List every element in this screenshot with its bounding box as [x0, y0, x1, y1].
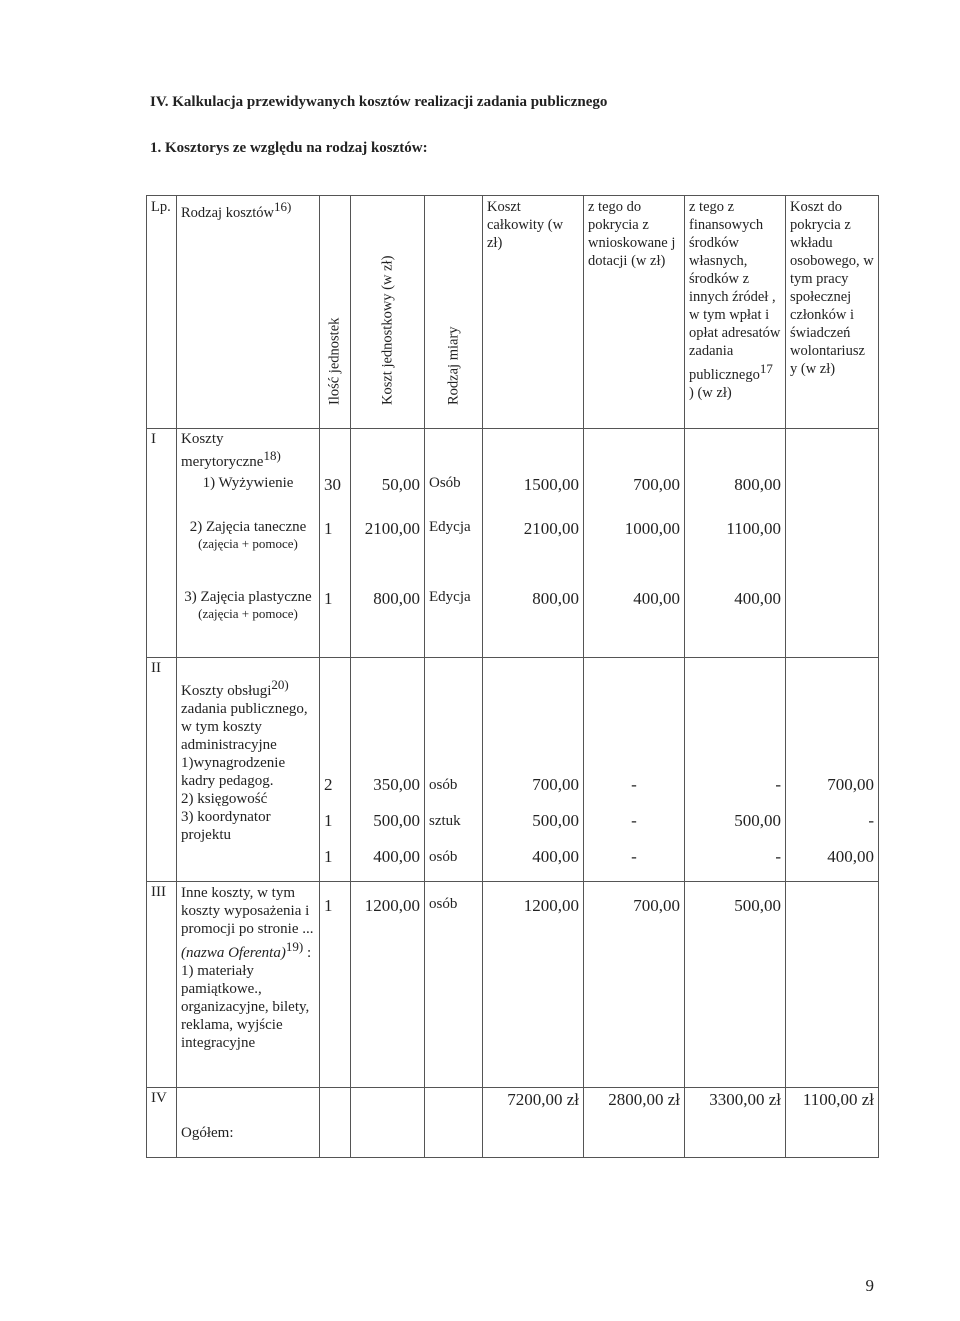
grant-sum: 2800,00 zł: [584, 1087, 685, 1157]
unit-cell: osób sztuk osób: [425, 657, 483, 881]
col-own: z tego z finansowych środków własnych, środków z innych źródeł , w tym wpłat i opłat adresatów zadania publicznego$^{17}$ ) (w zł): [685, 196, 786, 429]
unit-cost-cell: 1200,00: [351, 881, 425, 1087]
section-title: Koszty obsługi$^{20)}$ zadania publicznego, w tym koszty administracyjne 1)wynagrodzenie kadry pedagog. 2) księgowość 3) koordynator projektu: [177, 657, 320, 881]
total-cell: 2100,00: [483, 517, 584, 587]
personal-cell: [786, 517, 879, 587]
subsection-heading: 1. Kosztorys ze względu na rodzaj kosztów:: [150, 140, 428, 156]
total-cell: 1200,00: [483, 881, 584, 1087]
own-cell: - 500,00 -: [685, 657, 786, 881]
qty-cell: 30: [320, 473, 351, 517]
lp-cell: III: [147, 881, 177, 1087]
grant-cell: 400,00: [584, 587, 685, 657]
grant-cell: 1000,00: [584, 517, 685, 587]
total-cell: 800,00: [483, 587, 584, 657]
col-grant: z tego do pokrycia z wnioskowane j dotacji (w zł): [584, 196, 685, 429]
item-name: 3) Zajęcia plastyczne (zajęcia + pomoce): [177, 587, 320, 657]
table-row: [147, 587, 879, 657]
item-name: 1) Wyżywienie: [177, 473, 320, 517]
lp-cell: IV: [147, 1087, 177, 1157]
personal-sum: 1100,00 zł: [786, 1087, 879, 1157]
total-label: Ogółem:: [177, 1087, 320, 1157]
total-cell: 700,00 500,00 400,00: [483, 657, 584, 881]
unit-cell: Osób: [425, 473, 483, 517]
unit-cost-cell: 800,00: [351, 587, 425, 657]
unit-cell: Edycja: [425, 587, 483, 657]
own-cell: 400,00: [685, 587, 786, 657]
personal-cell: [786, 587, 879, 657]
own-cell: 1100,00: [685, 517, 786, 587]
total-cell: 1500,00: [483, 473, 584, 517]
own-cell: 500,00: [685, 881, 786, 1087]
col-personal: Koszt do pokrycia z wkładu osobowego, w tym pracy społecznej członków i świadczeń wolontariusz y (w zł): [786, 196, 879, 429]
col-lp: Lp.: [147, 196, 177, 429]
personal-cell: [786, 473, 879, 517]
table-row: [147, 517, 879, 587]
lp-cell: II: [147, 657, 177, 881]
section-title: Inne koszty, w tym koszty wyposażenia i promocji po stronie ... (nazwa Oferenta)$^{19)}$ : 1) materiały pamiątkowe., organizacyjne, bilety, reklama, wyjście integracyjne: [177, 881, 320, 1087]
page-number: 9: [865, 1276, 874, 1295]
section-heading: IV. Kalkulacja przewidywanych kosztów realizacji zadania publicznego: [150, 94, 608, 110]
grant-cell: - - -: [584, 657, 685, 881]
col-unit-cost: Koszt jednostkowy (w zł): [351, 196, 425, 429]
col-total: Koszt całkowity (w zł): [483, 196, 584, 429]
qty-cell: 2 1 1: [320, 657, 351, 881]
section-row: [147, 657, 879, 881]
section-title: Koszty merytoryczne$^{18)}$: [177, 429, 320, 474]
unit-cost-cell: 2100,00: [351, 517, 425, 587]
qty-cell: 1: [320, 517, 351, 587]
qty-cell: 1: [320, 587, 351, 657]
grant-cell: 700,00: [584, 881, 685, 1087]
unit-cell: Edycja: [425, 517, 483, 587]
section-row: [147, 429, 879, 474]
table-row: [147, 473, 879, 517]
unit-cost-cell: 50,00: [351, 473, 425, 517]
cost-table: [146, 195, 879, 1158]
own-cell: 800,00: [685, 473, 786, 517]
col-unit: Rodzaj miary: [425, 196, 483, 429]
col-qty: Ilość jednostek: [320, 196, 351, 429]
unit-cell: osób: [425, 881, 483, 1087]
qty-cell: 1: [320, 881, 351, 1087]
lp-cell: I: [147, 429, 177, 474]
personal-cell: [786, 881, 879, 1087]
personal-cell: 700,00 - 400,00: [786, 657, 879, 881]
total-row: [147, 1087, 879, 1157]
header-row: [147, 196, 879, 429]
col-type: Rodzaj kosztów$^{16)}$: [177, 196, 320, 429]
section-row: [147, 881, 879, 1087]
grant-cell: 700,00: [584, 473, 685, 517]
item-name: 2) Zajęcia taneczne (zajęcia + pomoce): [177, 517, 320, 587]
total-sum: 7200,00 zł: [483, 1087, 584, 1157]
unit-cost-cell: 350,00 500,00 400,00: [351, 657, 425, 881]
own-sum: 3300,00 zł: [685, 1087, 786, 1157]
